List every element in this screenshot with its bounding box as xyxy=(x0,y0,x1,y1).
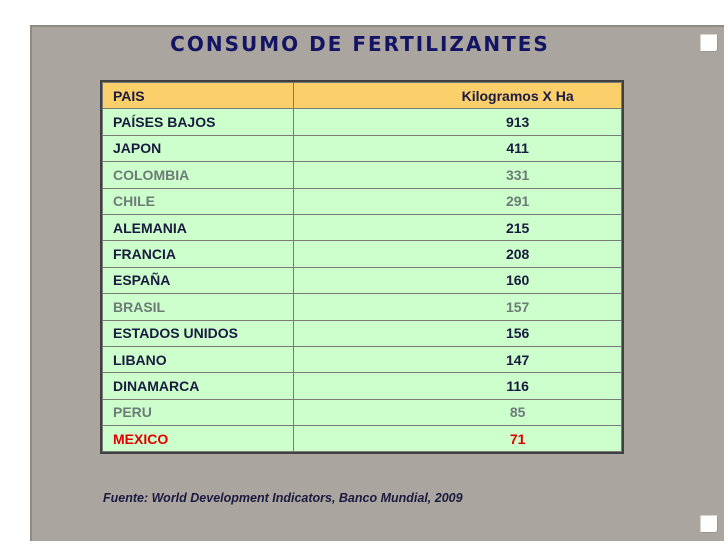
table-row xyxy=(103,135,622,161)
country-cell: PAÍSES BAJOS xyxy=(103,109,294,135)
country-cell: PERU xyxy=(103,399,294,425)
value-cell: 156 xyxy=(294,320,622,346)
country-cell: LIBANO xyxy=(103,346,294,372)
table-header-row xyxy=(103,83,622,109)
country-cell: ALEMANIA xyxy=(103,214,294,240)
value-cell: 291 xyxy=(294,188,622,214)
fertilizer-table xyxy=(102,82,622,452)
country-cell: BRASIL xyxy=(103,294,294,320)
country-cell: ESTADOS UNIDOS xyxy=(103,320,294,346)
table-row xyxy=(103,346,622,372)
value-cell: 331 xyxy=(294,162,622,188)
table-row xyxy=(103,373,622,399)
header-country: PAIS xyxy=(103,83,294,109)
country-cell: JAPON xyxy=(103,135,294,161)
country-cell: FRANCIA xyxy=(103,241,294,267)
table-row xyxy=(103,294,622,320)
value-cell: 215 xyxy=(294,214,622,240)
value-cell: 71 xyxy=(294,426,622,452)
table-row xyxy=(103,320,622,346)
value-cell: 147 xyxy=(294,346,622,372)
table-row xyxy=(103,214,622,240)
table-row xyxy=(103,399,622,425)
corner-tab-bottom-right xyxy=(700,515,718,533)
table-row xyxy=(103,188,622,214)
country-cell: COLOMBIA xyxy=(103,162,294,188)
value-cell: 208 xyxy=(294,241,622,267)
table-row xyxy=(103,109,622,135)
value-cell: 160 xyxy=(294,267,622,293)
table-row xyxy=(103,162,622,188)
value-cell: 85 xyxy=(294,399,622,425)
country-cell: ESPAÑA xyxy=(103,267,294,293)
source-note: Fuente: World Development Indicators, Banco Mundial, 2009 xyxy=(103,491,463,505)
corner-tab-top-right xyxy=(700,34,718,52)
table-row xyxy=(103,426,622,452)
header-value: Kilogramos X Ha xyxy=(294,83,622,109)
country-cell: CHILE xyxy=(103,188,294,214)
value-cell: 116 xyxy=(294,373,622,399)
table-row xyxy=(103,267,622,293)
value-cell: 157 xyxy=(294,294,622,320)
slide-title: CONSUMO DE FERTILIZANTES xyxy=(170,32,550,56)
country-cell: MEXICO xyxy=(103,426,294,452)
country-cell: DINAMARCA xyxy=(103,373,294,399)
value-cell: 913 xyxy=(294,109,622,135)
table-row xyxy=(103,241,622,267)
value-cell: 411 xyxy=(294,135,622,161)
